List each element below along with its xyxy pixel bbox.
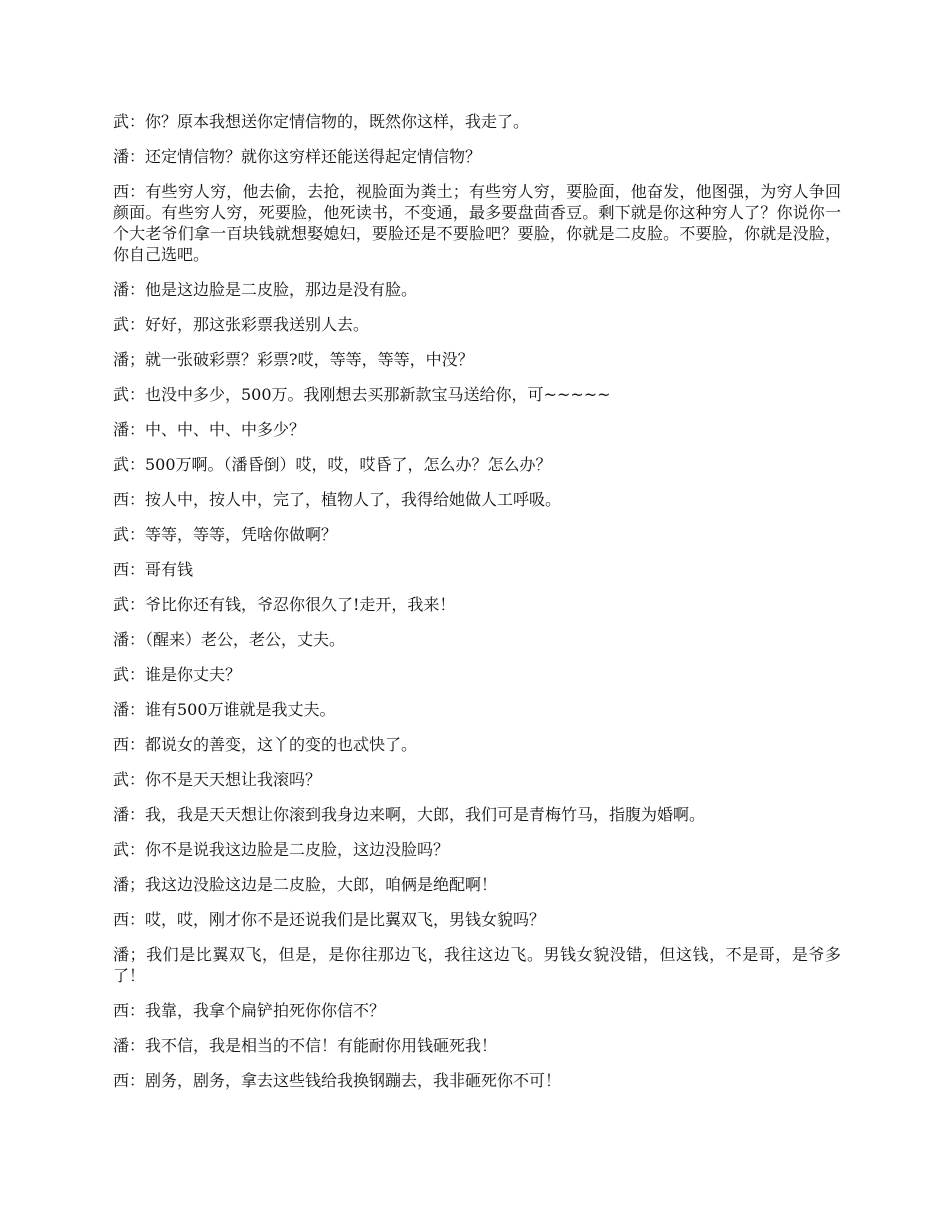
dialogue-body (113, 111, 841, 1105)
dialogue-line: 武：也没中多少，500万。我刚想去买那新款宝马送给你，可~~~~~ (113, 385, 611, 404)
dialogue-line: 武：好好，那这张彩票我送别人去。 (113, 315, 370, 334)
dialogue-line: 西：按人中，按人中，完了，植物人了，我得给她做人工呼吸。 (113, 490, 562, 509)
dialogue-line: 潘：中、中、中、中多少？ (113, 420, 306, 439)
dialogue-line: 潘；我们是比翼双飞，但是，是你往那边飞，我往这边飞。男钱女貌没错，但这钱，不是哥，是爷多了！ (113, 945, 841, 985)
dialogue-line: 潘：我，我是天天想让你滚到我身边来啊，大郎，我们可是青梅竹马，指腹为婚啊。 (113, 805, 706, 824)
dialogue-line: 西：我靠，我拿个扁铲拍死你你信不？ (113, 1001, 386, 1020)
dialogue-line: 武：你不是天天想让我滚吗？ (113, 770, 322, 789)
dialogue-line: 武：爷比你还有钱，爷忍你很久了!走开，我来！ (113, 595, 456, 614)
dialogue-line: 潘：我不信，我是相当的不信！有能耐你用钱砸死我！ (113, 1036, 498, 1055)
dialogue-line: 西：剧务，剧务，拿去这些钱给我换钢蹦去，我非砸死你不可！ (113, 1071, 562, 1090)
dialogue-line: 西：都说女的善变，这丫的变的也忒快了。 (113, 735, 418, 754)
dialogue-line: 潘：还定情信物？就你这穷样还能送得起定情信物？ (113, 147, 482, 166)
dialogue-line: 武：500万啊。（潘昏倒）哎，哎，哎昏了，怎么办？怎么办？ (113, 455, 552, 474)
dialogue-line: 西：哎，哎，刚才你不是还说我们是比翼双飞，男钱女貌吗？ (113, 910, 546, 929)
dialogue-line: 武：等等，等等，凭啥你做啊？ (113, 525, 338, 544)
dialogue-line: 潘：（醒来）老公，老公，丈夫。 (113, 630, 346, 649)
dialogue-line: 武：谁是你丈夫？ (113, 665, 242, 684)
dialogue-line: 武：你？原本我想送你定情信物的，既然你这样，我走了。 (113, 112, 530, 131)
dialogue-line: 西：有些穷人穷，他去偷，去抢，视脸面为粪土；有些穷人穷，要脸面，他奋发，他图强，为穷人争回颜面。有些穷人穷，死要脸，他死读书，不变通，最多要盘茴香豆。剩下就是你这种穷人了？你说你一个大老爷们拿一百块钱就想娶媳妇，要脸还是不要脸吧？要脸，你就是二皮脸。不要脸，你就是没脸，你自己选吧。 (113, 182, 841, 264)
dialogue-line: 武：你不是说我这边脸是二皮脸，这边没脸吗？ (113, 840, 450, 859)
dialogue-line: 潘；就一张破彩票？彩票?哎，等等，等等，中没？ (113, 350, 474, 369)
dialogue-line: 潘：他是这边脸是二皮脸，那边是没有脸。 (113, 280, 418, 299)
dialogue-line: 西：哥有钱 (113, 560, 194, 579)
dialogue-line: 潘；我这边没脸这边是二皮脸，大郎，咱俩是绝配啊！ (113, 875, 498, 894)
dialogue-line: 潘：谁有500万谁就是我丈夫。 (113, 700, 336, 719)
